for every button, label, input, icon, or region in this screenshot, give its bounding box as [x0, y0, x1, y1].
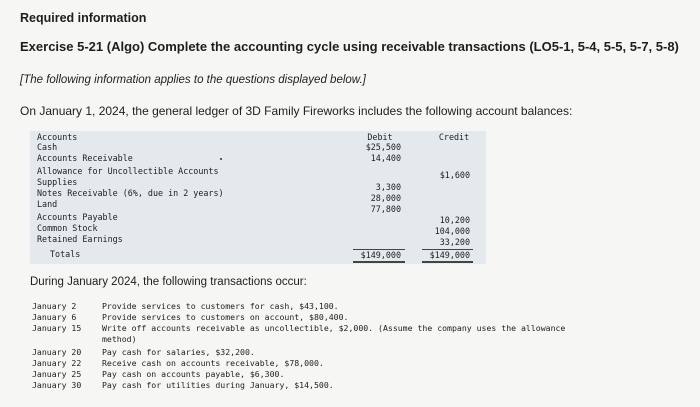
account-name: Retained Earnings — [37, 234, 123, 244]
transaction-text: Receive cash on accounts receivable, $78,000. — [102, 358, 324, 368]
transaction-text: Provide services to customers on account, $80,400. — [102, 312, 349, 322]
stray-dot — [220, 158, 222, 160]
instruction-note: [The following information applies to the questions displayed below.] — [20, 74, 366, 86]
account-name: Allowance for Uncollectible Accounts — [37, 166, 219, 176]
transaction-text-continued: method) — [102, 334, 137, 344]
table-row — [30, 188, 486, 203]
transaction-text: Write off accounts receivable as uncollectible, $2,000. (Assume the company uses the allowance — [102, 323, 566, 333]
credit-value: 10,200 — [439, 215, 470, 225]
table-row — [30, 199, 486, 214]
total-credit-value: $149,000 — [422, 249, 473, 263]
totals-row — [30, 249, 486, 260]
account-balances-table — [30, 128, 486, 264]
table-row — [30, 212, 486, 223]
credit-value: 104,000 — [434, 226, 470, 236]
exercise-title: Exercise 5-21 (Algo) Complete the accounting cycle using receivable transactions (LO5-1, 5-4, 5-5, 5-7, 5-8) — [20, 39, 679, 54]
debit-value: 28,000 — [370, 193, 401, 203]
account-name: Cash — [37, 142, 58, 152]
debit-value: 77,800 — [370, 204, 401, 214]
transaction-date: January 20 — [32, 347, 82, 357]
required-information-heading: Required information — [20, 11, 147, 25]
transaction-date: January 25 — [32, 369, 82, 379]
credit-value: $1,600 — [439, 170, 470, 180]
total-debit-value: $149,000 — [353, 249, 405, 263]
account-name: Common Stock — [37, 223, 98, 233]
table-row — [30, 223, 486, 234]
column-header-debit: Debit — [367, 132, 393, 142]
debit-value: 3,300 — [375, 182, 401, 192]
totals-label: Totals — [50, 249, 81, 259]
account-name: Accounts Receivable — [37, 153, 133, 163]
credit-value: 33,200 — [439, 237, 470, 247]
table-row — [30, 142, 486, 153]
transaction-date: January 2 — [32, 301, 77, 311]
transaction-date: January 22 — [32, 358, 82, 368]
transaction-text: Pay cash on accounts payable, $6,300. — [102, 369, 285, 379]
account-name: Accounts Payable — [37, 212, 118, 222]
column-header-credit: Credit — [438, 132, 470, 142]
transaction-date: January 6 — [32, 312, 77, 322]
column-header-accounts: Accounts — [37, 132, 78, 142]
account-name: Land — [37, 199, 58, 209]
table-row — [30, 234, 486, 245]
table-row — [30, 153, 486, 164]
debit-value: 14,400 — [370, 153, 401, 163]
intro-text: On January 1, 2024, the general ledger of 3D Family Fireworks includes the following account balances: — [20, 104, 573, 118]
transaction-date: January 30 — [32, 380, 82, 390]
transactions-intro: During January 2024, the following transactions occur: — [30, 276, 307, 288]
transaction-text: Pay cash for utilities during January, $14,500. — [102, 380, 334, 390]
table-row — [30, 177, 486, 192]
transaction-text: Provide services to customers for cash, $43,100. — [102, 301, 339, 311]
debit-value: $25,500 — [365, 142, 401, 152]
account-name: Supplies — [37, 177, 78, 187]
account-name: Notes Receivable (6%, due in 2 years) — [37, 188, 224, 198]
transaction-date: January 15 — [32, 323, 82, 333]
table-row — [30, 166, 486, 180]
transaction-text: Pay cash for salaries, $32,200. — [102, 347, 255, 357]
